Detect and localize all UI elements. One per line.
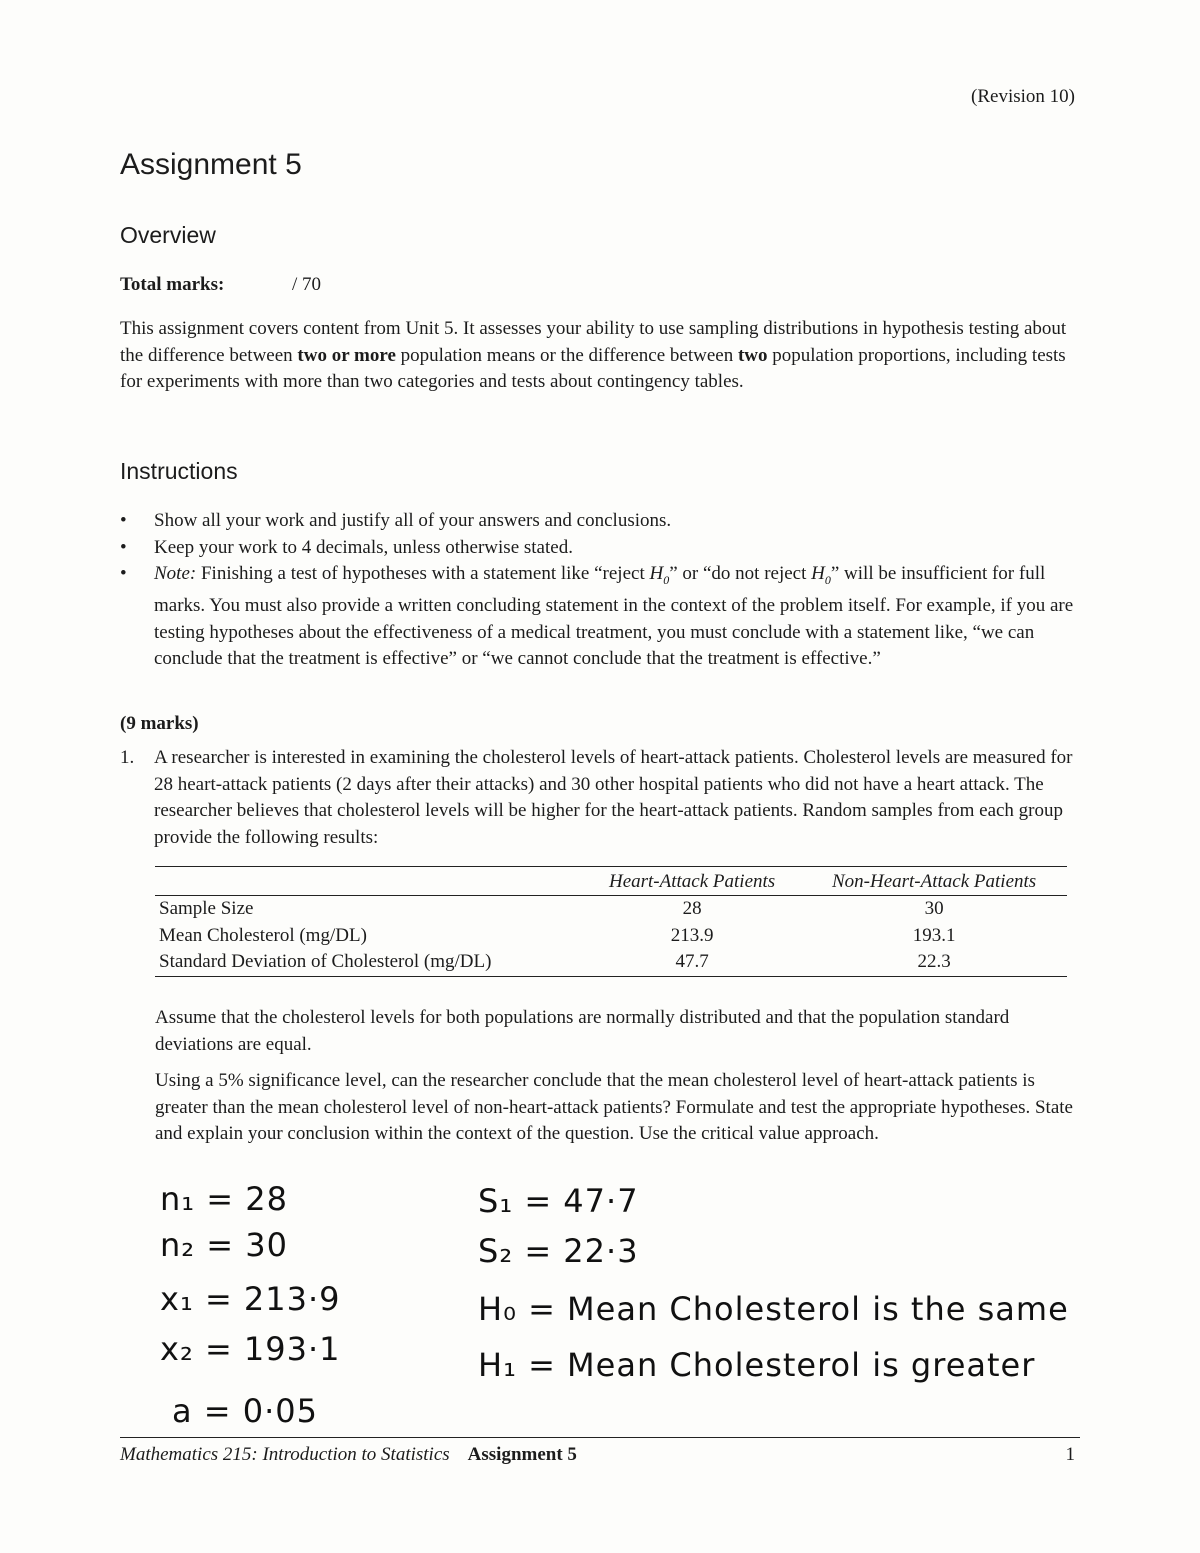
intro-bold-2: two [737, 344, 768, 366]
intro-text-2: population means or the difference between [395, 344, 738, 366]
note-text: ” or “do not reject [669, 563, 812, 584]
question-text: A researcher is interested in examining the cholesterol levels of heart-attack patients. Cholesterol levels are measured for 28 heart-attack patients (2 days after their attacks) and 30 other hospital patients who did not have a heart attack. The researcher believes that cholesterol levels will be higher for the heart-attack patients. Random samples from each group provide the following results: [154, 747, 1073, 848]
assumption-text: Assume that the cholesterol levels for both populations are normally distributed and that the population standard deviations are equal. [155, 1007, 1010, 1055]
list-item [120, 508, 1080, 535]
overview-paragraph [120, 316, 1070, 396]
table-header [155, 867, 583, 896]
intro-text-1: This assignment covers content from Unit 5. It assesses your ability to use sampling distributions in hypothesis testing about the difference between [120, 318, 1067, 366]
handwritten-n2: n₂ = 30 [160, 1226, 288, 1264]
instructions-list [120, 508, 1080, 673]
note-text: Finishing a test of hypotheses with a statement like “reject [196, 563, 650, 584]
note-text: ” will be insufficient for full marks. You must also provide a written concluding statement in the context of the problem itself. For example, if you are testing hypotheses about the effectiveness of a medical treatment, you must conclude with a statement like, “we can conclude that the treatment is effective” or “we cannot conclude that the treatment is effective.” [154, 563, 1074, 670]
table-cell: Mean Cholesterol (mg/DL) [159, 924, 367, 946]
table-cell: 47.7 [583, 949, 801, 976]
table-cell: 30 [924, 898, 944, 919]
table-row [155, 949, 1067, 976]
footer-assignment: Assignment 5 [467, 1444, 577, 1465]
instructions-heading: Instructions [120, 458, 238, 484]
overview-heading: Overview [120, 222, 216, 248]
h0-symbol: $H_0$ [649, 563, 670, 587]
question-marks: (9 marks) [120, 713, 199, 734]
total-marks-label: Total marks: [120, 274, 225, 295]
table-cell: Sample Size [159, 898, 254, 919]
total-marks-value: / 70 [292, 274, 322, 295]
handwritten-s1: S₁ = 47·7 [478, 1182, 639, 1220]
handwritten-h0: H₀ = Mean Cholesterol is the same [478, 1290, 1069, 1328]
h0-symbol: $H_0$ [811, 563, 831, 587]
table-header: Non-Heart-Attack Patients [801, 867, 1067, 896]
handwritten-n1: n₁ = 28 [160, 1180, 288, 1218]
table-header: Heart-Attack Patients [583, 867, 801, 896]
table-row [155, 923, 1067, 950]
results-table [155, 866, 1067, 977]
total-marks [120, 274, 321, 296]
table-cell: 22.3 [801, 949, 1067, 976]
footer-divider [120, 1437, 1080, 1438]
table-header-row [155, 867, 1067, 896]
revision-label: (Revision 10) [971, 86, 1075, 107]
list-item [120, 535, 1080, 562]
intro-text-3: population proportions, including tests for experiments with more than two categories and tests about contingency tables. [120, 344, 1066, 392]
bullet-icon: • [120, 510, 127, 531]
bullet-icon: • [120, 536, 127, 558]
note-label: Note: [154, 563, 197, 584]
bullet-text: Show all your work and justify all of your answers and conclusions. [154, 510, 672, 531]
table-cell: 213.9 [670, 924, 714, 946]
page-title: Assignment 5 [120, 148, 302, 181]
task-text: Using a 5% significance level, can the researcher conclude that the mean cholesterol level of heart-attack patients is greater than the mean cholesterol level of non-heart-attack patients? Formulate and test the appropriate hypotheses. State and explain your conclusion within the context of the question. Use the critical value approach. [155, 1070, 1073, 1144]
handwritten-x2: x₂ = 193·1 [160, 1330, 341, 1368]
footer-course: Mathematics 215: Introduction to Statistics [120, 1444, 450, 1465]
question-number: 1. [120, 747, 135, 768]
page-footer [120, 1444, 1075, 1466]
page-number: 1 [1065, 1444, 1075, 1465]
table-row [155, 896, 1067, 923]
list-item [120, 561, 1080, 673]
bullet-text: Keep your work to 4 decimals, unless otherwise stated. [154, 536, 573, 558]
handwritten-x1: x₁ = 213·9 [160, 1280, 341, 1318]
intro-bold-1: two or more [297, 344, 396, 366]
bullet-icon: • [120, 563, 127, 584]
handwritten-h1: H₁ = Mean Cholesterol is greater [478, 1346, 1036, 1384]
handwritten-s2: S₂ = 22·3 [478, 1232, 639, 1270]
table-cell: Standard Deviation of Cholesterol (mg/DL) [155, 949, 583, 976]
question-1 [120, 745, 1080, 851]
table-cell: 193.1 [912, 924, 956, 946]
table-cell: 28 [682, 898, 702, 919]
handwritten-alpha: a = 0·05 [172, 1392, 319, 1430]
